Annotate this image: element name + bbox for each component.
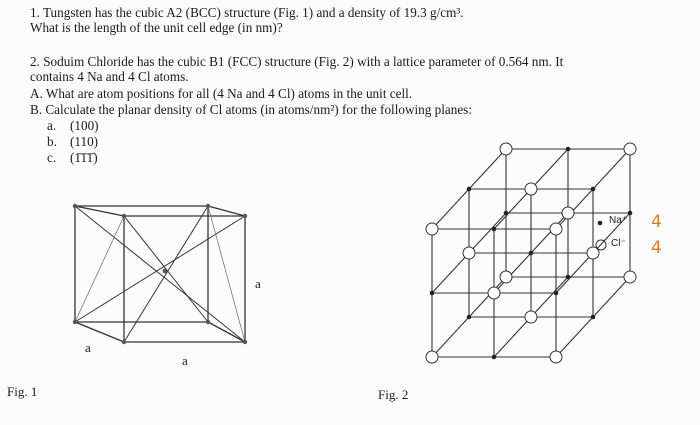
na-dot-icon xyxy=(598,221,603,226)
problem2-part-b: B. Calculate the planar density of Cl atoms (in atoms/nm²) for the following planes: xyxy=(30,102,472,117)
cl-circle-icon xyxy=(596,240,606,250)
problem2-line1: 2. Soduim Chloride has the cubic B1 (FCC) structure (Fig. 2) with a lattice parameter of 0.564 nm. It xyxy=(30,54,564,69)
fig1-caption: Fig. 1 xyxy=(7,384,38,399)
fig1-edge-label-bottom: a xyxy=(182,353,188,368)
plane-a-value: (100) xyxy=(70,118,99,133)
plane-c-label: c. xyxy=(47,150,57,165)
plane-b-value: (110) xyxy=(70,134,99,149)
fig1-edge-label-right: a xyxy=(255,276,261,291)
legend-cl-handwritten-note: 4 xyxy=(651,238,662,258)
fig1-edge-label-left: a xyxy=(85,340,91,355)
fig2-caption: Fig. 2 xyxy=(378,387,409,402)
problem1-line1: 1. Tungsten has the cubic A2 (BCC) structure (Fig. 1) and a density of 19.3 g/cm³. xyxy=(30,5,464,20)
problem1-line2: What is the length of the unit cell edge (in nm)? xyxy=(30,20,283,35)
legend-na-label: Na⁺ xyxy=(609,215,628,226)
problem2-part-a: A. What are atom positions for all (4 Na and 4 Cl) atoms in the unit cell. xyxy=(30,86,413,101)
plane-a-label: a. xyxy=(47,118,57,133)
legend-na-handwritten-note: 4 xyxy=(651,212,662,232)
plane-b-label: b. xyxy=(47,134,57,149)
legend-cl-label: Cl⁻ xyxy=(611,238,626,249)
problem2-line2: contains 4 Na and 4 Cl atoms. xyxy=(30,69,189,84)
plane-c-value: (1̄1̄1̄) xyxy=(70,150,98,165)
